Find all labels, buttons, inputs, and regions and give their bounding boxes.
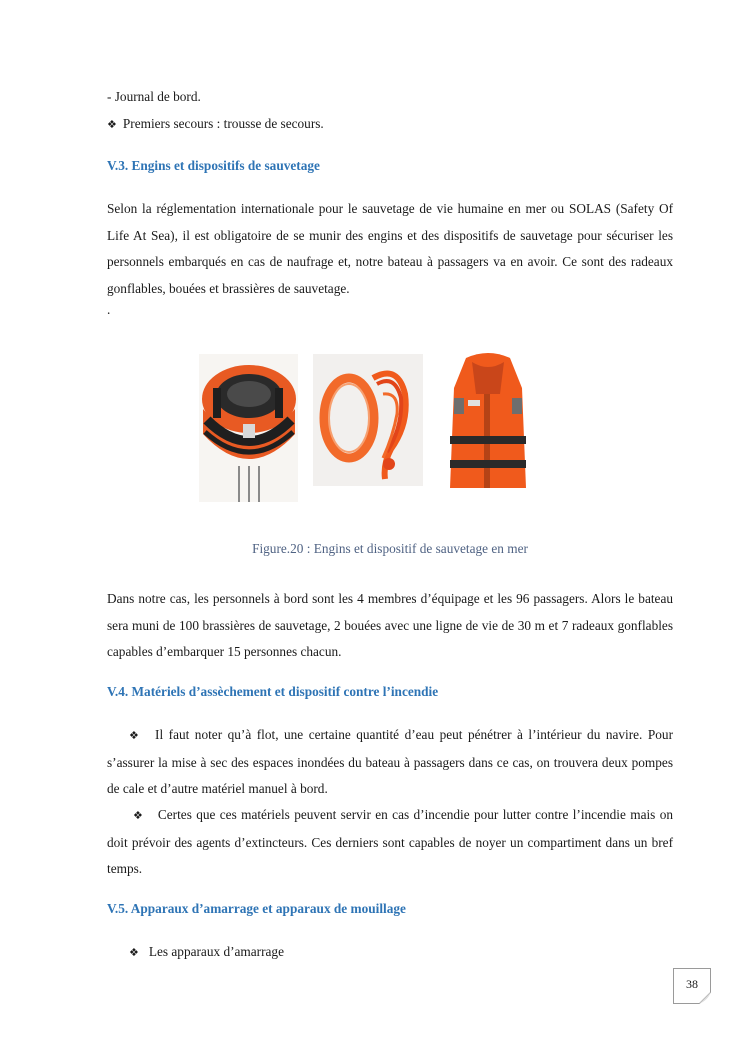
stray-dot: . bbox=[107, 302, 111, 317]
bullet-fire-extinguishers bbox=[107, 802, 673, 883]
paragraph-solas: Selon la réglementation internationale pour le sauvetage de vie humaine en mer ou SOLAS (Safety Of Life At Sea), il est obligatoire de se munir des engins et des dispositifs de sauvetage pour sécuriser les personnels embarqués en cas de naufrage et, notre bateau à passagers va en avoir. Ce sont des radeaux gonflables, bouées et brassières de sauvetage. bbox=[107, 201, 673, 296]
diamond-bullet-icon: ❖ bbox=[129, 729, 142, 742]
section-heading-v3: V.3. Engins et dispositifs de sauvetage bbox=[107, 158, 320, 173]
bullet-mooring-text: Les apparaux d’amarrage bbox=[148, 944, 284, 959]
diamond-bullet-icon: ❖ bbox=[133, 809, 144, 822]
paragraph-passengers: Dans notre cas, les personnels à bord sont les 4 membres d’équipage et les 96 passagers. Alors le bateau sera muni de 100 brassières de sauvetage, 2 bouées avec une ligne de vie de 30 m et 7 radeaux gonflables capables d’embarquer 15 personnes chacun. bbox=[107, 591, 673, 659]
section-heading-v5: V.5. Apparaux d’amarrage et apparaux de mouillage bbox=[107, 901, 406, 916]
first-aid-text: Premiers secours : trousse de secours. bbox=[122, 116, 324, 131]
life-raft-image bbox=[199, 354, 298, 502]
section-heading-v4: V.4. Matériels d’assèchement et dispositif contre l’incendie bbox=[107, 684, 439, 699]
bullet-water-ingress bbox=[107, 722, 673, 803]
journal-item: - Journal de bord. bbox=[107, 89, 201, 104]
first-aid-item bbox=[107, 116, 324, 132]
page-number: 38 bbox=[686, 977, 698, 991]
diamond-bullet-icon: ❖ bbox=[129, 946, 139, 959]
lifebuoy-image bbox=[313, 354, 423, 486]
page-curl-icon bbox=[699, 992, 711, 1004]
bullet-water-ingress-text: Il faut noter qu’à flot, une certaine quantité d’eau peut pénétrer à l’intérieur du navire. Pour s’assurer la mise à sec des espaces inondées du bateau à passagers dans ce cas, on trouvera deux pompes de cale et d’autre matériel manuel à bord. bbox=[107, 727, 673, 796]
bullet-mooring bbox=[129, 944, 284, 960]
bullet-fire-extinguishers-text: Certes que ces matériels peuvent servir en cas d’incendie pour lutter contre l’incendie mais on doit prévoir des agents d’extincteurs. Ces derniers sont capables de noyer un compartiment dans un bref temps. bbox=[107, 807, 673, 876]
diamond-bullet-icon: ❖ bbox=[107, 118, 117, 131]
figure-caption: Figure.20 : Engins et dispositif de sauvetage en mer bbox=[252, 541, 528, 556]
page-number-box bbox=[673, 968, 711, 1004]
life-jacket-image bbox=[444, 348, 532, 500]
